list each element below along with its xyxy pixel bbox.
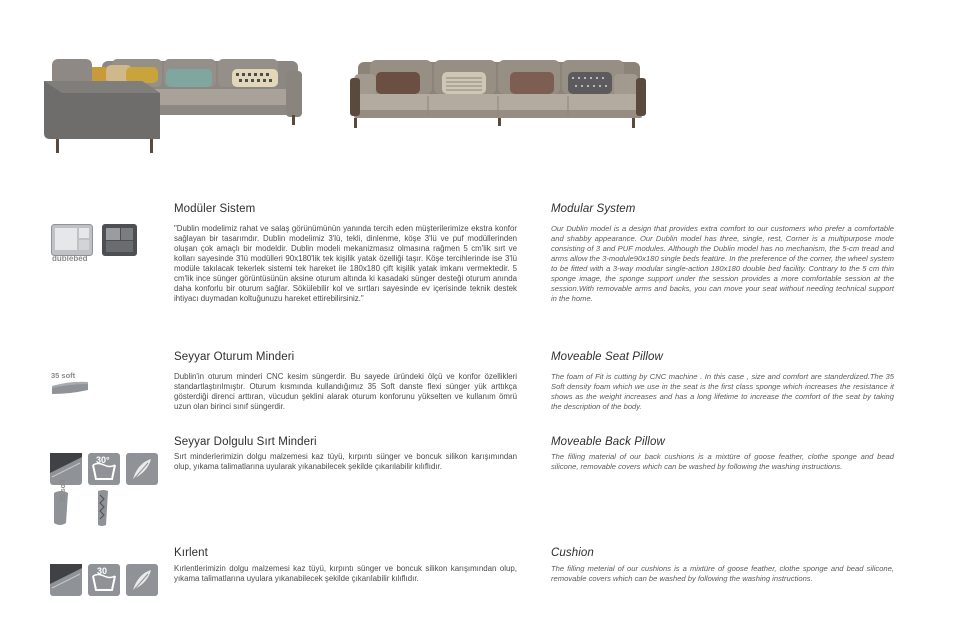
foam-pad-icon xyxy=(50,380,90,401)
soft-vertical-label: 35 soft xyxy=(60,479,67,502)
section-text-en-seat: The foam of Fit is cutting by CNC machine . In this case , size and comfort are standerdized.The 35 Soft density foam which we use in the seat is the first class sponge which increases the resistance it shows as the weight increases and has a long lifetime to increase the comfort of the seat by taking the description of the body. xyxy=(551,372,894,412)
section-title-tr-back: Seyyar Dolgulu Sırt Minderi xyxy=(174,436,317,448)
feather-icon-2 xyxy=(126,564,158,601)
module-block-icon xyxy=(102,224,137,261)
section-title-en-cushion: Cushion xyxy=(551,547,594,559)
section-text-en-cushion: The filling meterial of our cushions is a mixtüre of goose feather, clothe sponge and bead silicone, removable covers which can be washed by following the washing instructions. xyxy=(551,564,894,584)
section-text-tr-back: Sırt minderlerimizin dolgu malzemesi kaz tüyü, kırpıntı sünger ve boncuk silikon karışımından olup, yıkama talimatlarına uyularak yıkanabilecek şekilde çıkarılabilir kılıflıdır. xyxy=(174,452,517,472)
section-title-en-seat: Moveable Seat Pillow xyxy=(551,351,663,363)
wash-30-plain-label: 30 xyxy=(97,566,108,576)
fill-material-icon-2 xyxy=(50,564,82,601)
corner-sofa-image xyxy=(42,55,304,155)
soft-foam-label: 35 soft xyxy=(51,371,76,380)
spring-pillow-icon xyxy=(94,489,112,532)
straight-sofa-image xyxy=(350,58,646,132)
feather-icon xyxy=(126,453,158,490)
section-title-tr-modular: Modüler Sistem xyxy=(174,203,256,215)
section-title-en-modular: Modular System xyxy=(551,203,636,215)
section-title-tr-cushion: Kırlent xyxy=(174,547,208,559)
section-text-tr-cushion: Kırlentlerimizin dolgu malzemesi kaz tüyü, kırpıntı sünger ve boncuk silikon karışımından olup, yıkama talimatlarına uyulara yıkanabilecek şekilde çıkarılabilir kılıflıdır. xyxy=(174,564,517,584)
section-title-en-back: Moveable Back Pillow xyxy=(551,436,665,448)
section-text-tr-seat: Dublin'in oturum minderi CNC kesim süngerdir. Bu sayede üründeki ölçü ve konfor özellikleri standartlaştırılmıştır. Oturum kısmında kullandığımız 35 Soft danste flexi sünger yük arttıkça gösterdiği direnci arttıran, vücudun şeklini alarak oturum konforunu yükselten ve kullanım ömrü uzun olan birinci sınıf süngerdir. xyxy=(174,372,517,412)
section-text-en-modular: Our Dublin model is a design that provides extra comfort to our customers who prefer a comfortable and shabby appearance. Our Dublin model has three, single, rest, Corner is a multipurpose mode consisting of 3 and PUF modules. Although the Dublin model has no mechanism, the 5-cm tread and arms allow the 3-module90x180 single beds featüre. In the preference of the corner, the wheel system to be fitted with a 3-way modular single-action 180x180 double bed facility. Contrary to the 5 cm thin sponge image, the sponge support under the session provides a more comfortable session at the session.With removable arms and backs, you can move your seat without needing technical support in the home. xyxy=(551,224,894,304)
section-title-tr-seat: Seyyar Oturum Minderi xyxy=(174,351,295,363)
section-text-en-back: The filling material of our back cushions is a mixtüre of goose feather, clothe sponge and bead silicone, removable covers which can be washed by following the washing instructions. xyxy=(551,452,894,472)
section-text-tr-modular: "Dublin modelimiz rahat ve salaş görünümünün yanında tercih eden müşterilerimize ekstra konfor sağlayan bir tasarımdır. Dublin modelimiz 3'lü, tekli, dinlenme, köşe 3'lü ve puf modüllerinden oluşan çok amaçlı bir modeldir. Dublin modeli mekanizmasız olmasına rağmen 5 cm'lik sırt ve kolları sayesinde 3'lü modülleri 90x180'lik tek kişilik yatak özelliği taşır. Köşe tercihlerinde ise 3'lü modüle takılacak tekerlek sistemi tek hareket ile 180x180 çift kişilik yatak imkanı vermektedir. 5 cm'lik ince sünger görüntüsünün aksine oturum altında ki kasadaki sünger desteği oturum anında daha konforlu bir oturum sağlar. Sökülebilir kol ve sırtları sayesinde ev içerisinde teknik destek ihtiyacı duymadan koltuğunuzu hareket ettirebilirsiniz." xyxy=(174,224,517,304)
wash-30-label: 30° xyxy=(96,455,110,465)
dublebed-label: dublebed xyxy=(52,254,88,263)
